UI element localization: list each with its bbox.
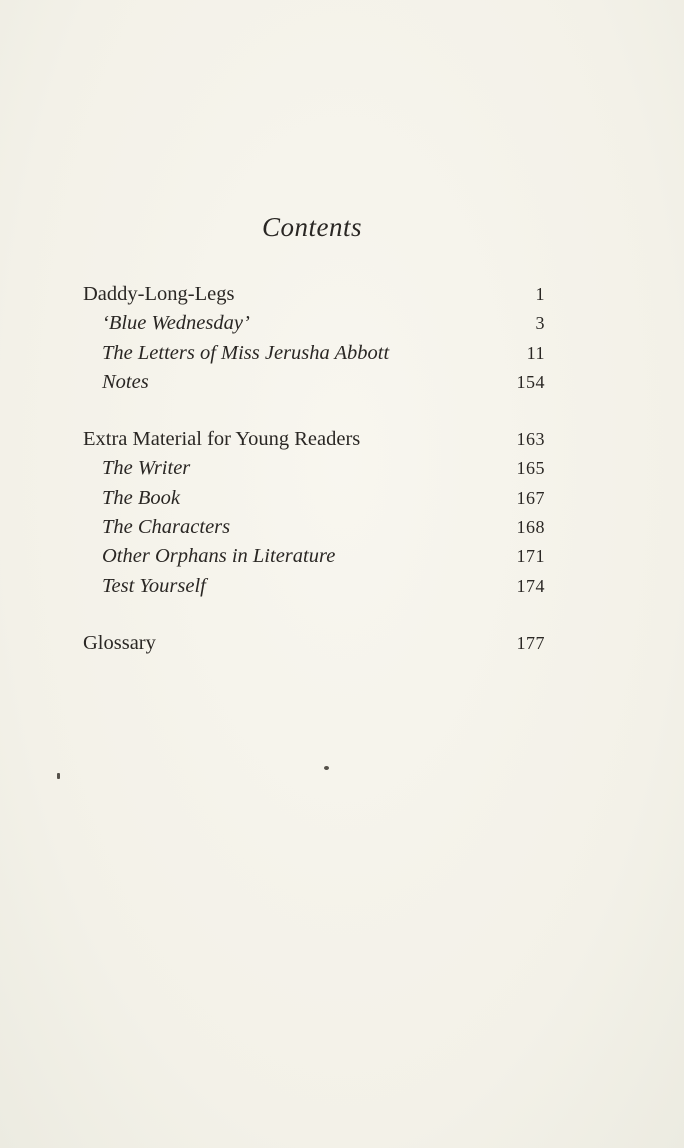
toc-page-number: 177 [516,632,545,653]
toc-page-number: 165 [516,458,545,479]
toc-entry-label: The Letters of Miss Jerusha Abbott [102,341,390,364]
toc-entry-label: Other Orphans in Literature [102,545,336,568]
toc-entry-label: The Book [102,486,180,509]
toc-entry-daddy-long-legs[interactable] [83,280,545,309]
toc-entry-label: Glossary [83,631,156,654]
toc-page-number: 11 [526,342,545,363]
toc-entry-the-characters[interactable] [83,513,545,542]
toc-entry-letters-of-jerusha-abbott[interactable] [83,339,545,368]
toc-entry-label: The Writer [102,457,191,480]
toc-entry-test-yourself[interactable] [83,572,545,601]
toc-entry-the-book[interactable] [83,484,545,513]
toc-page-number: 167 [516,487,545,508]
toc-entry-label: Daddy-Long-Legs [83,283,235,305]
toc-entry-notes[interactable] [83,368,545,397]
toc-page-number: 163 [516,429,545,450]
toc-entry-label: Test Yourself [102,574,206,597]
toc-page-number: 168 [516,517,545,538]
table-of-contents [83,280,545,658]
toc-page-number: 3 [535,313,545,334]
toc-entry-blue-wednesday[interactable] [83,309,545,338]
section-gap [83,601,545,629]
toc-entry-label: ‘Blue Wednesday’ [102,312,250,335]
toc-entry-label: Extra Material for Young Readers [83,428,361,451]
page-title: Contents [261,212,362,242]
ink-speck [324,766,329,770]
section-gap [83,397,545,425]
toc-entry-label: The Characters [102,516,231,539]
toc-entry-the-writer[interactable] [83,454,545,483]
toc-entry-extra-material[interactable] [83,425,545,454]
toc-entry-other-orphans[interactable] [83,542,545,571]
toc-page-number: 154 [516,371,545,392]
toc-entry-label: Notes [102,370,149,393]
toc-entry-glossary[interactable] [83,629,545,658]
ink-speck [57,773,60,779]
toc-page-number: 1 [535,284,545,304]
toc-page-number: 171 [516,546,545,567]
toc-page-number: 174 [516,575,545,596]
